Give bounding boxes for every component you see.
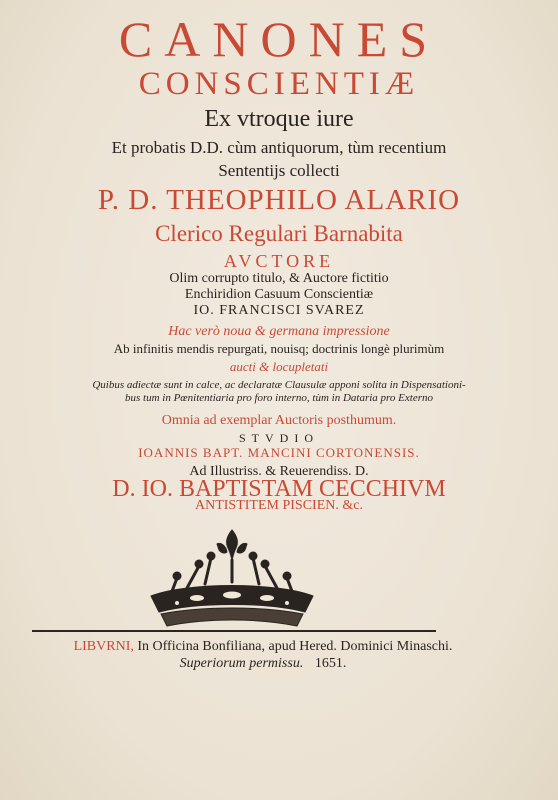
former-title-2: Enchiridion Casuum Conscientiæ — [184, 287, 374, 302]
imprint-line — [0, 640, 542, 654]
repurgati-line: Ab infinitis mendis repurgati, nouisq; doctrinis longè plurimùm — [113, 341, 445, 356]
exemplar-line: Omnia ad exemplar Auctoris posthumum. — [161, 413, 397, 428]
aucti-line: aucti & locupletati — [229, 359, 329, 374]
imprint-rule — [32, 630, 436, 632]
permission-text: Superiorum permissu. — [179, 656, 304, 671]
editor-name: IOANNIS BAPT. MANCINI CORTONENSIS. — [138, 445, 420, 460]
title-sententijs: Sententijs collecti — [218, 161, 340, 180]
author-name: P. D. THEOPHILO ALARIO — [97, 184, 461, 216]
auctore: AVCTORE — [223, 251, 335, 271]
title-canones: CANONES — [118, 11, 440, 67]
title-conscientiae: CONSCIENTIÆ — [138, 66, 420, 102]
additions-line-1: Quibus adiectæ sunt in calce, ac declaratæ Clausulæ apponi solita in Dispensationi- — [92, 379, 466, 391]
title-et-probatis: Et probatis D.D. cùm antiquorum, tùm recentium — [111, 138, 447, 157]
crown-printer-device-icon — [147, 526, 317, 630]
former-title-1: Olim corrupto titulo, & Auctore fictitio — [169, 271, 389, 286]
dedicatee-title: ANTISTITEM PISCIEN. &c. — [195, 498, 363, 513]
hac-vero-line: Hac verò noua & germana impressione — [168, 324, 390, 339]
permission-line — [0, 657, 542, 671]
title-ex-vtroque-iure: Ex vtroque iure — [204, 106, 354, 132]
author-order: Clerico Regulari Barnabita — [155, 221, 403, 246]
dedication-ad: Ad Illustriss. & Reuerendiss. D. — [189, 464, 369, 479]
studio-label: STVDIO — [239, 431, 319, 445]
imprint-city: LIBVRNI, — [73, 639, 134, 654]
pseudonym: IO. FRANCISCI SVAREZ — [193, 303, 365, 318]
imprint-year: 1651. — [314, 656, 347, 671]
additions-line-2: bus tum in Pœnitentiaria pro foro interno, tùm in Dataria pro Externo — [125, 392, 433, 404]
imprint-printer: In Officina Bonfiliana, apud Hered. Dominici Minaschi. — [137, 639, 453, 654]
dedicatee-name: D. IO. BAPTISTAM CECCHIVM — [112, 476, 446, 502]
